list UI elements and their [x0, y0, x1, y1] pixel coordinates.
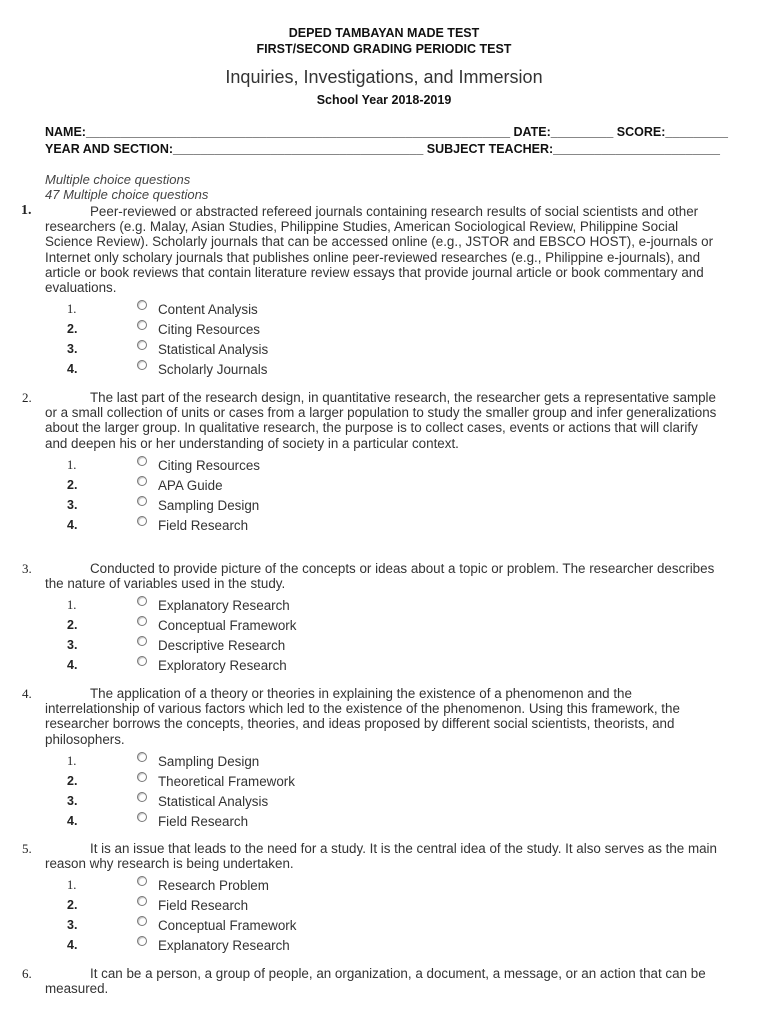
answer-option[interactable]: [45, 876, 717, 896]
option-label: Sampling Design: [158, 497, 260, 513]
radio-button[interactable]: [137, 496, 147, 506]
answer-option[interactable]: [45, 936, 717, 956]
option-label: Citing Resources: [158, 322, 260, 338]
option-label: Scholarly Journals: [158, 362, 268, 378]
option-number: 3.: [67, 497, 78, 512]
question-number: 5.: [22, 841, 32, 856]
question-5: [22, 841, 717, 956]
question-text: It is an issue that leads to the need for a study. It is the central idea of the study. It also serves as the main reason why research is being undertaken.: [45, 841, 717, 872]
question-3: [22, 561, 717, 676]
option-number: 4.: [67, 938, 78, 953]
option-label: Statistical Analysis: [158, 793, 269, 809]
answer-options: [45, 876, 717, 956]
question-6: [22, 966, 717, 997]
answer-option[interactable]: [45, 616, 717, 636]
question-text: The application of a theory or theories in explaining the existence of a phenomenon and the interrelationship of various factors which led to the existence of the phenomenon. Using this framework, the researcher borrows the concepts, theories, and ideas proposed by different social scientists, theorists, and philosophers.: [45, 686, 680, 747]
section-teacher-fields: YEAR AND SECTION:____________________________________ SUBJECT TEACHER:________________________: [45, 142, 720, 156]
radio-button[interactable]: [137, 476, 147, 486]
answer-option[interactable]: [45, 360, 717, 380]
option-number: 3.: [67, 342, 78, 357]
option-number: 4.: [67, 517, 78, 532]
option-label: Exploratory Research: [158, 658, 287, 674]
option-label: Field Research: [158, 517, 249, 533]
option-number: 1.: [67, 753, 77, 768]
header-line-1: DEPED TAMBAYAN MADE TEST: [288, 26, 480, 40]
radio-button[interactable]: [137, 320, 147, 330]
answer-option[interactable]: [45, 752, 717, 772]
option-number: 1.: [67, 302, 77, 317]
answer-option[interactable]: [45, 812, 717, 832]
subject-title: Inquiries, Investigations, and Immersion: [225, 67, 543, 87]
question-text: Peer-reviewed or abstracted refereed journals containing research results of social scientists and other researchers (e.g. Malay, Asian Studies, Philippine Studies, American Sociological Review, Philippine Social Science Review). Scholarly journals that can be accessed online (e.g., JSTOR and EBSCO HOST), e-journals or Internet only scholary journals that publishes online peer-reviewed researches (e.g., Philippine e-journals), and article or book reviews that contain literature review essays that provide journal article or book commentary and evaluations.: [45, 204, 714, 296]
option-label: Citing Resources: [158, 457, 260, 473]
question-text: Conducted to provide picture of the concepts or ideas about a topic or problem. The researcher describes the nature of variables used in the study.: [45, 561, 715, 592]
answer-option[interactable]: [45, 300, 717, 320]
question-1: [21, 203, 717, 380]
answer-options: [45, 596, 717, 676]
question-number: 6.: [22, 966, 32, 981]
radio-button[interactable]: [137, 340, 147, 350]
radio-button[interactable]: [137, 772, 147, 782]
name-date-score-fields: NAME:_____________________________________________________________ DATE:_________ SCORE:_________: [45, 125, 728, 139]
radio-button[interactable]: [137, 456, 147, 466]
option-number: 2.: [67, 773, 78, 788]
radio-button[interactable]: [137, 792, 147, 802]
answer-option[interactable]: [45, 496, 717, 516]
question-text: The last part of the research design, in quantitative research, the researcher gets a representative sample or a small collection of units or cases from a larger population to study the smaller group and infer generalizations about the larger group. In qualitative research, the purpose is to collect cases, events or actions that will clarify and deepen his or her understanding of society in a particular context.: [45, 390, 717, 451]
radio-button[interactable]: [137, 812, 147, 822]
option-label: Content Analysis: [158, 302, 258, 318]
answer-option[interactable]: [45, 340, 717, 360]
question-number: 3.: [22, 561, 32, 576]
option-label: Theoretical Framework: [158, 773, 295, 789]
radio-button[interactable]: [137, 596, 147, 606]
radio-button[interactable]: [137, 936, 147, 946]
option-number: 3.: [67, 793, 78, 808]
option-number: 2.: [67, 618, 78, 633]
option-number: 1.: [67, 878, 77, 893]
answer-option[interactable]: [45, 772, 717, 792]
note-line-1: Multiple choice questions: [45, 172, 191, 187]
answer-option[interactable]: [45, 636, 717, 656]
answer-options: [45, 300, 717, 380]
option-number: 2.: [67, 322, 78, 337]
option-label: Field Research: [158, 898, 249, 914]
radio-button[interactable]: [137, 896, 147, 906]
radio-button[interactable]: [137, 636, 147, 646]
option-label: APA Guide: [158, 477, 223, 493]
answer-options: [45, 752, 717, 832]
answer-option[interactable]: [45, 656, 717, 676]
question-4: [22, 686, 717, 832]
radio-button[interactable]: [137, 876, 147, 886]
option-label: Conceptual Framework: [158, 918, 297, 934]
answer-option[interactable]: [45, 320, 717, 340]
question-number: 2.: [22, 390, 32, 405]
option-number: 2.: [67, 898, 78, 913]
option-number: 4.: [67, 813, 78, 828]
option-number: 4.: [67, 362, 78, 377]
option-label: Sampling Design: [158, 753, 260, 769]
question-number: 4.: [22, 686, 32, 701]
option-number: 3.: [67, 638, 78, 653]
answer-option[interactable]: [45, 456, 717, 476]
answer-option[interactable]: [45, 792, 717, 812]
option-number: 3.: [67, 918, 78, 933]
answer-option[interactable]: [45, 476, 717, 496]
radio-button[interactable]: [137, 752, 147, 762]
answer-options: [45, 456, 717, 536]
question-number: 1.: [21, 203, 32, 218]
radio-button[interactable]: [137, 916, 147, 926]
school-year: School Year 2018-2019: [316, 93, 452, 107]
answer-option[interactable]: [45, 916, 717, 936]
radio-button[interactable]: [137, 360, 147, 370]
note-line-2: 47 Multiple choice questions: [45, 187, 209, 202]
radio-button[interactable]: [137, 300, 147, 310]
question-text: It can be a person, a group of people, an organization, a document, a message, or an action that can be measured.: [45, 966, 706, 997]
option-label: Descriptive Research: [158, 638, 286, 654]
option-label: Explanatory Research: [158, 598, 290, 614]
header-line-2: FIRST/SECOND GRADING PERIODIC TEST: [256, 42, 512, 56]
answer-option[interactable]: [45, 596, 717, 616]
question-2: [22, 390, 717, 536]
option-label: Statistical Analysis: [158, 342, 269, 358]
radio-button[interactable]: [137, 656, 147, 666]
option-label: Research Problem: [158, 878, 269, 894]
radio-button[interactable]: [137, 516, 147, 526]
answer-option[interactable]: [45, 516, 717, 536]
option-number: 4.: [67, 658, 78, 673]
option-label: Conceptual Framework: [158, 618, 297, 634]
option-number: 1.: [67, 598, 77, 613]
option-label: Field Research: [158, 813, 249, 829]
option-number: 1.: [67, 457, 77, 472]
option-number: 2.: [67, 477, 78, 492]
option-label: Explanatory Research: [158, 938, 290, 954]
radio-button[interactable]: [137, 616, 147, 626]
answer-option[interactable]: [45, 896, 717, 916]
